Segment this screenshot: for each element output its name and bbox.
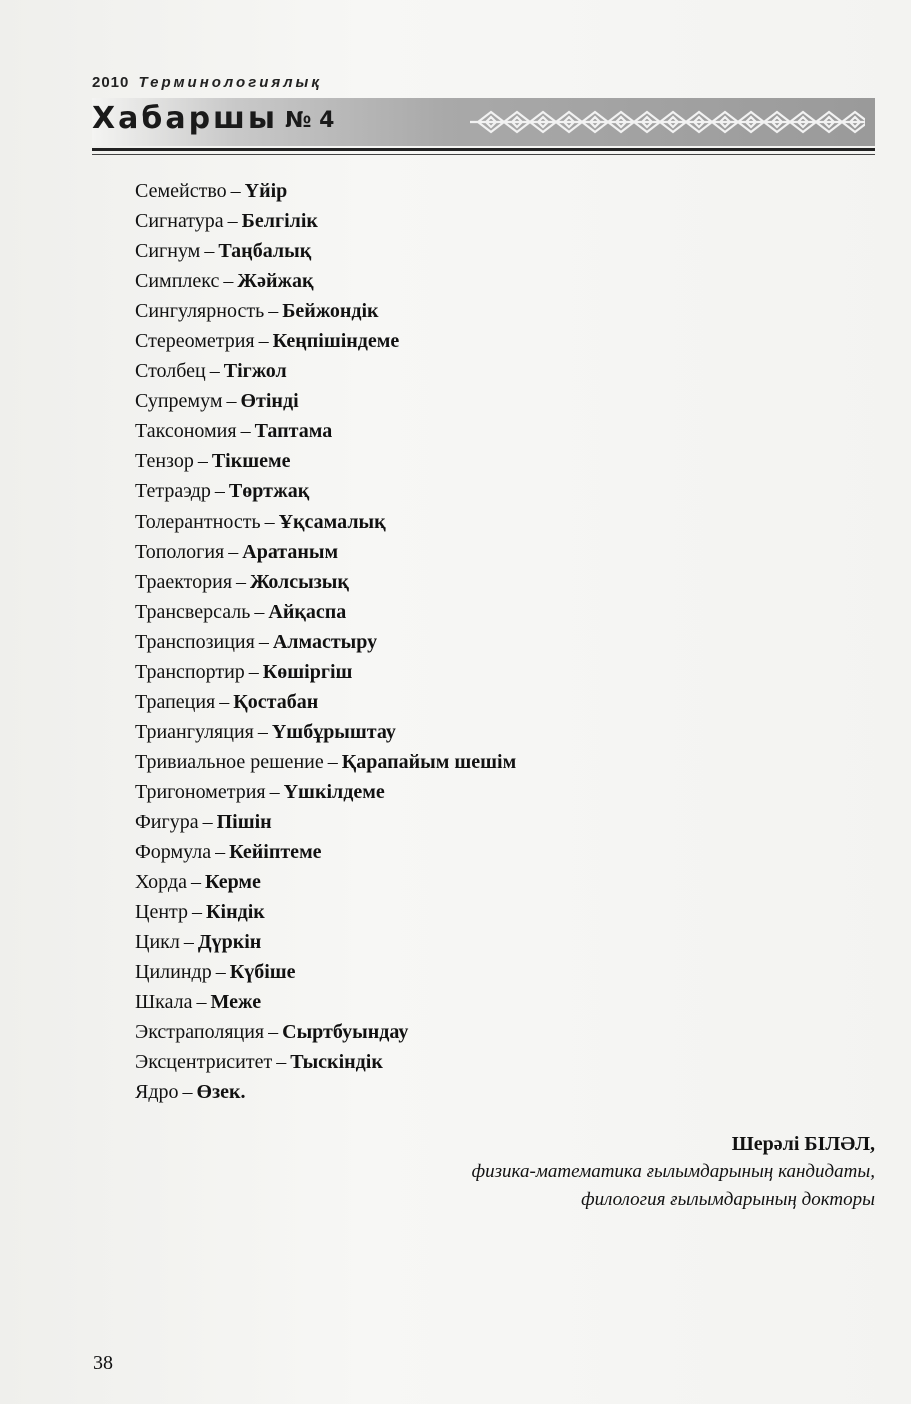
term-russian: Транспортир [135,660,245,683]
ornament-icon [470,102,865,142]
term-russian: Супремум [135,390,223,413]
term-russian: Фигура [135,810,199,833]
term-russian: Семейство [135,180,227,202]
term-kazakh: Тігжол [223,360,287,383]
term-item [135,416,516,446]
term-dash: – [240,420,251,443]
term-russian: Стереометрия [135,330,255,353]
term-kazakh: Таңбалық [218,240,312,263]
term-dash: – [276,1051,287,1074]
term-kazakh: Таптама [254,420,333,443]
term-kazakh: Өзек. [196,1081,246,1104]
term-kazakh: Үйір [244,180,288,202]
term-dash: – [196,991,207,1014]
term-russian: Хорда [135,871,187,894]
term-russian: Цилиндр [135,961,212,984]
term-kazakh: Меже [210,991,262,1014]
term-kazakh: Тыскіндік [290,1051,383,1074]
term-kazakh: Тікшеме [211,450,291,473]
header-title: Хабаршы [92,101,279,136]
term-item [135,296,516,326]
term-kazakh: Аратаным [242,540,339,563]
term-dash: – [190,871,201,894]
term-item [135,717,516,747]
term-kazakh: Белгілік [241,210,318,233]
term-item [135,176,516,206]
term-kazakh: Пішін [216,810,272,833]
term-dash: – [268,1021,279,1044]
term-dash: – [192,901,203,924]
term-kazakh: Айқаспа [268,600,347,623]
term-dash: – [230,180,241,202]
term-russian: Симплекс [135,270,220,293]
term-russian: Сингулярность [135,300,265,323]
term-kazakh: Кіндік [206,901,265,924]
journal-header [92,68,875,158]
term-dash: – [228,540,239,563]
term-item [135,837,516,867]
header-year-line [92,74,322,91]
term-kazakh: Үшбұрыштау [271,720,396,743]
author-degree-second: филология ғылымдарының докторы [581,1189,875,1210]
term-item [135,747,516,777]
term-russian: Экстраполяция [135,1021,265,1044]
term-dash: – [268,300,279,323]
term-russian: Тригонометрия [135,780,266,803]
term-dash: – [223,270,234,293]
term-item [135,867,516,897]
header-rule-thin [92,154,875,155]
term-russian: Сигнум [135,240,201,263]
term-dash: – [209,360,220,383]
term-kazakh: Көшіргіш [262,660,353,683]
header-magazine-name: Терминологиялық [138,74,322,91]
term-kazakh: Кейіптеме [229,841,322,864]
term-russian: Ядро [135,1081,179,1104]
term-kazakh: Дүркін [197,931,262,954]
term-item [135,266,516,296]
term-item [135,657,516,687]
term-russian: Центр [135,901,189,924]
term-item [135,777,516,807]
term-dash: – [254,600,265,623]
term-item [135,356,516,386]
term-item [135,627,516,657]
term-kazakh: Қостабан [233,690,319,713]
term-russian: Формула [135,841,212,864]
term-russian: Транспозиция [135,630,255,653]
term-kazakh: Жолсызық [250,570,349,593]
term-dash: – [269,780,280,803]
term-list [135,176,516,1107]
term-dash: – [258,330,269,353]
term-item [135,807,516,837]
term-kazakh: Үшкілдеме [283,780,385,803]
term-russian: Эксцентриситет [135,1051,273,1074]
term-dash: – [258,630,269,653]
term-dash: – [215,841,226,864]
term-item [135,1017,516,1047]
term-item [135,446,516,476]
term-dash: – [227,210,238,233]
header-year: 2010 [92,74,130,91]
term-item [135,206,516,236]
term-item [135,687,516,717]
term-kazakh: Алмастыру [272,630,378,653]
term-russian: Триангуляция [135,720,254,743]
term-russian: Трансверсаль [135,600,251,623]
term-kazakh: Күбіше [229,961,296,984]
page-number: 38 [93,1352,113,1374]
term-dash: – [182,1081,193,1104]
term-kazakh: Төртжақ [228,480,310,503]
term-dash: – [183,931,194,954]
term-russian: Таксономия [135,420,237,443]
term-item [135,537,516,567]
author-degree: физика-математика ғылымдарының кандидаты, [471,1161,875,1182]
term-dash: – [204,240,215,263]
term-dash: – [264,510,275,533]
term-item [135,1077,516,1107]
header-issue-number: № 4 [285,108,335,133]
term-kazakh: Қарапайым шешім [341,750,517,773]
term-russian: Шкала [135,991,193,1014]
term-kazakh: Өтінді [240,390,299,413]
term-russian: Трапеция [135,690,216,713]
term-dash: – [219,690,230,713]
term-russian: Тривиальное решение [135,750,324,773]
term-item [135,927,516,957]
term-russian: Цикл [135,931,180,954]
term-item [135,987,516,1017]
term-item [135,236,516,266]
term-dash: – [197,450,208,473]
term-item [135,326,516,356]
term-dash: – [215,961,226,984]
term-item [135,1047,516,1077]
term-dash: – [214,480,225,503]
term-dash: – [226,390,237,413]
term-dash: – [248,660,259,683]
term-russian: Тензор [135,450,194,473]
term-kazakh: Жәйжақ [237,270,314,293]
term-russian: Столбец [135,360,206,383]
term-dash: – [257,720,268,743]
term-russian: Толерантность [135,510,261,533]
term-item [135,476,516,506]
term-item [135,597,516,627]
term-dash: – [236,570,247,593]
term-kazakh: Ұқсамалық [278,510,386,533]
term-russian: Тетраэдр [135,480,211,503]
header-rule-thick [92,148,875,151]
term-item [135,386,516,416]
term-kazakh: Сыртбуындау [282,1021,409,1044]
author-signature [472,1130,875,1214]
term-russian: Сигнатура [135,210,224,233]
term-item [135,567,516,597]
term-kazakh: Бейжондік [282,300,379,323]
term-russian: Топология [135,540,225,563]
term-kazakh: Кеңпішіндеме [272,330,400,353]
term-dash: – [202,810,213,833]
term-dash: – [327,750,338,773]
term-russian: Траектория [135,570,233,593]
term-item [135,957,516,987]
author-name: Шерәлі БІЛӘЛ, [731,1133,875,1155]
term-item [135,507,516,537]
term-item [135,897,516,927]
term-kazakh: Керме [204,871,261,894]
